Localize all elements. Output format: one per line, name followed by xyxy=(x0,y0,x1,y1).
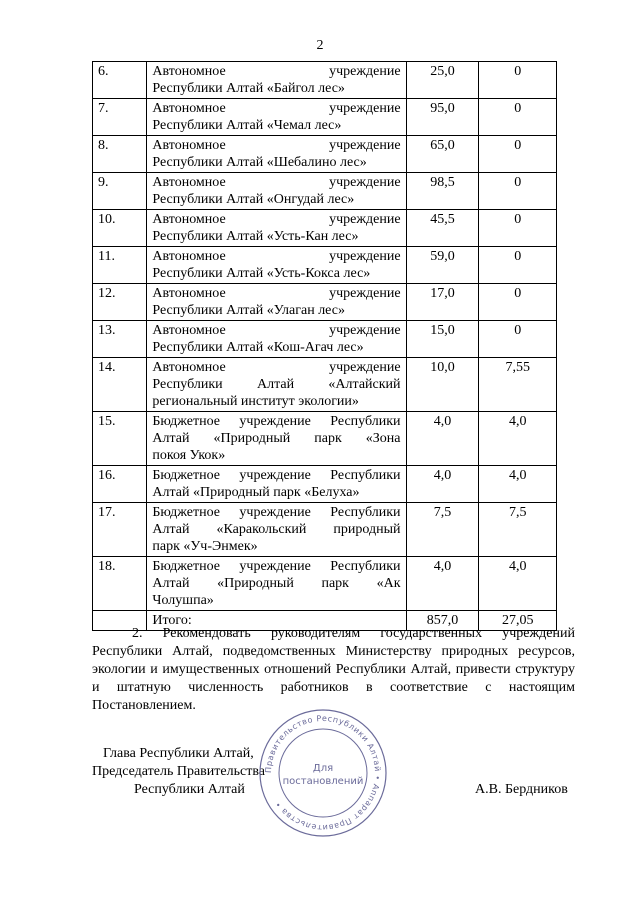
institution-name-line: парк «Уч-Энмек» xyxy=(152,539,258,554)
institution-name-line: Автономное учреждение xyxy=(152,360,401,375)
value-col1: 7,5 xyxy=(406,503,479,557)
table-row xyxy=(93,503,557,557)
row-number: 9. xyxy=(93,173,147,210)
institution-name-line: покоя Укок» xyxy=(152,448,226,463)
value-col1: 98,5 xyxy=(406,173,479,210)
row-number: 8. xyxy=(93,136,147,173)
institution-name-line: Республики Алтай «Байгол лес» xyxy=(152,81,345,96)
value-col1: 45,5 xyxy=(406,210,479,247)
signature-title-line1: Глава Республики Алтай, xyxy=(103,746,254,761)
institution-name-line: Республики Алтай «Усть-Кан лес» xyxy=(152,229,359,244)
value-col2: 7,55 xyxy=(479,358,557,412)
row-number: 10. xyxy=(93,210,147,247)
table-row xyxy=(93,466,557,503)
table-row xyxy=(93,210,557,247)
total-label: Итого: xyxy=(147,611,406,631)
table-row xyxy=(93,173,557,210)
institution-name-line: Автономное учреждение xyxy=(152,323,401,338)
value-col1: 10,0 xyxy=(406,358,479,412)
signature-title-line3: Республики Алтай xyxy=(134,782,245,797)
institution-name-line: Республики Алтай «Алтайский xyxy=(152,377,401,392)
page-number: 2 xyxy=(316,38,324,53)
institution-name-line: Автономное учреждение xyxy=(152,101,401,116)
value-col1: 4,0 xyxy=(406,466,479,503)
table-row xyxy=(93,136,557,173)
institution-name-line: Бюджетное учреждение Республики xyxy=(152,414,401,429)
value-col2: 0 xyxy=(479,210,557,247)
institution-name-line: Алтай «Каракольский природный xyxy=(152,522,401,537)
value-col2: 4,0 xyxy=(479,466,557,503)
recommendation-paragraph: 2. Рекомендовать руководителям государственных учреждений Республики Алтай, подведомственных Министерству природных ресурсов, экологии и имущественных отношений Республики Алтай, привести структуру и штатную численность работников в соответствие с настоящим Постановлением. xyxy=(92,626,575,713)
institution-name-line: Автономное учреждение xyxy=(152,249,401,264)
row-number: 11. xyxy=(93,247,147,284)
value-col2: 4,0 xyxy=(479,412,557,466)
table-row xyxy=(93,412,557,466)
table-row xyxy=(93,99,557,136)
table-row xyxy=(93,321,557,358)
institution-name xyxy=(147,99,406,136)
institution-name-line: Республики Алтай «Улаган лес» xyxy=(152,303,345,318)
value-col1: 4,0 xyxy=(406,412,479,466)
value-col1: 59,0 xyxy=(406,247,479,284)
value-col1: 95,0 xyxy=(406,99,479,136)
row-number: 14. xyxy=(93,358,147,412)
stamp-center-line1: Для xyxy=(312,763,334,774)
institution-name xyxy=(147,62,406,99)
institution-name xyxy=(147,557,406,611)
institution-name-line: Бюджетное учреждение Республики xyxy=(152,559,401,574)
institution-name xyxy=(147,284,406,321)
value-col2: 4,0 xyxy=(479,557,557,611)
institutions-table xyxy=(92,61,557,631)
table-row xyxy=(93,358,557,412)
institution-name-line: Алтай «Природный парк «Ак xyxy=(152,576,401,591)
value-col2: 0 xyxy=(479,284,557,321)
table-row xyxy=(93,284,557,321)
institution-name xyxy=(147,321,406,358)
value-col1: 25,0 xyxy=(406,62,479,99)
institution-name-line: Бюджетное учреждение Республики xyxy=(152,468,401,483)
row-number: 12. xyxy=(93,284,147,321)
value-col2: 0 xyxy=(479,99,557,136)
institution-name xyxy=(147,173,406,210)
value-col2: 0 xyxy=(479,136,557,173)
institution-name xyxy=(147,247,406,284)
value-col2: 0 xyxy=(479,62,557,99)
total-value-col1: 857,0 xyxy=(406,611,479,631)
institution-name-line: Республики Алтай «Шебалино лес» xyxy=(152,155,367,170)
value-col2: 0 xyxy=(479,247,557,284)
institution-name-line: Республики Алтай «Чемал лес» xyxy=(152,118,342,133)
row-number: 13. xyxy=(93,321,147,358)
institution-name xyxy=(147,412,406,466)
value-col1: 15,0 xyxy=(406,321,479,358)
institution-name-line: Бюджетное учреждение Республики xyxy=(152,505,401,520)
institution-name xyxy=(147,136,406,173)
institution-name xyxy=(147,210,406,247)
value-col1: 65,0 xyxy=(406,136,479,173)
row-number: 18. xyxy=(93,557,147,611)
table-row xyxy=(93,557,557,611)
total-value-col2: 27,05 xyxy=(479,611,557,631)
row-number: 17. xyxy=(93,503,147,557)
stamp-ring-text: Правительство Республики Алтай • Аппарат Правительства • xyxy=(263,713,383,833)
value-col1: 4,0 xyxy=(406,557,479,611)
value-col2: 7,5 xyxy=(479,503,557,557)
stamp-center-line2: постановлений xyxy=(282,776,364,787)
institution-name-line: Чолушпа» xyxy=(152,593,214,608)
institution-name-line: Автономное учреждение xyxy=(152,138,401,153)
signature-title-line2: Председатель Правительства xyxy=(92,764,265,779)
institution-name xyxy=(147,503,406,557)
signature-name: А.В. Бердников xyxy=(475,782,568,797)
institution-name-line: региональный институт экологии» xyxy=(152,394,359,409)
institution-name-line: Автономное учреждение xyxy=(152,212,401,227)
institution-name-line: Алтай «Природный парк «Зона xyxy=(152,431,401,446)
row-number: 16. xyxy=(93,466,147,503)
institution-name-line: Автономное учреждение xyxy=(152,286,401,301)
institution-name xyxy=(147,466,406,503)
institution-name-line: Республики Алтай «Усть-Кокса лес» xyxy=(152,266,371,281)
row-number: 7. xyxy=(93,99,147,136)
value-col2: 0 xyxy=(479,173,557,210)
value-col2: 0 xyxy=(479,321,557,358)
institution-name-line: Автономное учреждение xyxy=(152,175,401,190)
institution-name-line: Республики Алтай «Онгудай лес» xyxy=(152,192,355,207)
institution-name-line: Автономное учреждение xyxy=(152,64,401,79)
table-row xyxy=(93,247,557,284)
institution-name-line: Алтай «Природный парк «Белуха» xyxy=(152,485,360,500)
row-number: 15. xyxy=(93,412,147,466)
official-seal-stamp xyxy=(257,707,389,839)
value-col1: 17,0 xyxy=(406,284,479,321)
table-row xyxy=(93,62,557,99)
institution-name-line: Республики Алтай «Кош-Агач лес» xyxy=(152,340,364,355)
institution-name xyxy=(147,358,406,412)
row-number: 6. xyxy=(93,62,147,99)
